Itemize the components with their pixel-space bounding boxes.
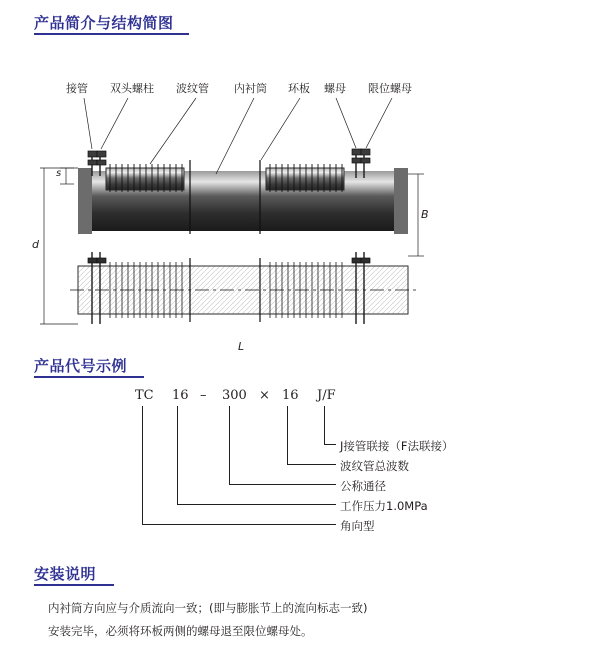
callout-label-xianweiluomu: 限位螺母 — [368, 82, 412, 95]
leader-vline-type — [142, 406, 143, 524]
code-token-waves: 16 — [282, 388, 299, 403]
install-note-line-2: 安装完毕，必须将环板两侧的螺母退至限位螺母处。 — [48, 624, 313, 638]
dimension-label-L: L — [238, 340, 245, 353]
leader-hline-pressure — [177, 504, 336, 505]
dimension-label-s: s — [56, 168, 62, 179]
code-desc-type: 角向型 — [340, 519, 375, 533]
callout-label-luomu: 螺母 — [324, 82, 346, 95]
code-desc-diameter: 公称通径 — [340, 479, 386, 493]
code-token-pressure: 16 — [172, 388, 189, 403]
code-token-dash: – — [200, 388, 207, 403]
code-token-diameter: 300 — [222, 388, 247, 403]
section-rule-product-intro — [34, 33, 189, 35]
dimension-label-d: d — [32, 238, 39, 251]
code-desc-waves: 波纹管总波数 — [340, 459, 409, 473]
leader-vline-waves — [287, 406, 288, 464]
dimension-label-B: B — [421, 208, 429, 221]
leader-vline-pressure — [177, 406, 178, 504]
code-token-series: TC — [135, 388, 154, 403]
leader-vline-connect — [324, 406, 325, 444]
callout-label-shuangtouluozhu: 双头螺柱 — [110, 82, 154, 95]
leader-vline-diameter — [229, 406, 230, 484]
leader-hline-connect — [324, 444, 336, 445]
install-note-line-1: 内衬筒方向应与介质流向一致；(即与膨胀节上的流向标志一致) — [48, 601, 368, 615]
callout-label-jieguan: 接管 — [66, 82, 88, 95]
product-code-diagram — [0, 378, 600, 563]
code-token-times: × — [259, 388, 270, 403]
section-title-install: 安装说明 — [34, 565, 97, 583]
callout-label-neichentong: 内衬筒 — [234, 82, 267, 95]
callout-label-huanban: 环板 — [288, 82, 310, 95]
install-notes — [48, 600, 568, 646]
section-rule-install — [34, 584, 114, 586]
code-desc-pressure: 工作压力1.0MPa — [340, 499, 428, 513]
callout-label-bowenguan: 波纹管 — [176, 82, 209, 95]
structure-drawing-svg — [0, 56, 600, 326]
leader-hline-waves — [287, 464, 336, 465]
section-title-code-example: 产品代号示例 — [34, 357, 128, 375]
leader-hline-type — [142, 524, 336, 525]
code-token-connect: J/F — [317, 388, 336, 403]
leader-hline-diameter — [229, 484, 336, 485]
structure-drawing — [0, 56, 600, 353]
section-title-product-intro: 产品简介与结构简图 — [34, 14, 174, 32]
code-desc-connect: J接管联接（F法联接） — [340, 439, 454, 453]
